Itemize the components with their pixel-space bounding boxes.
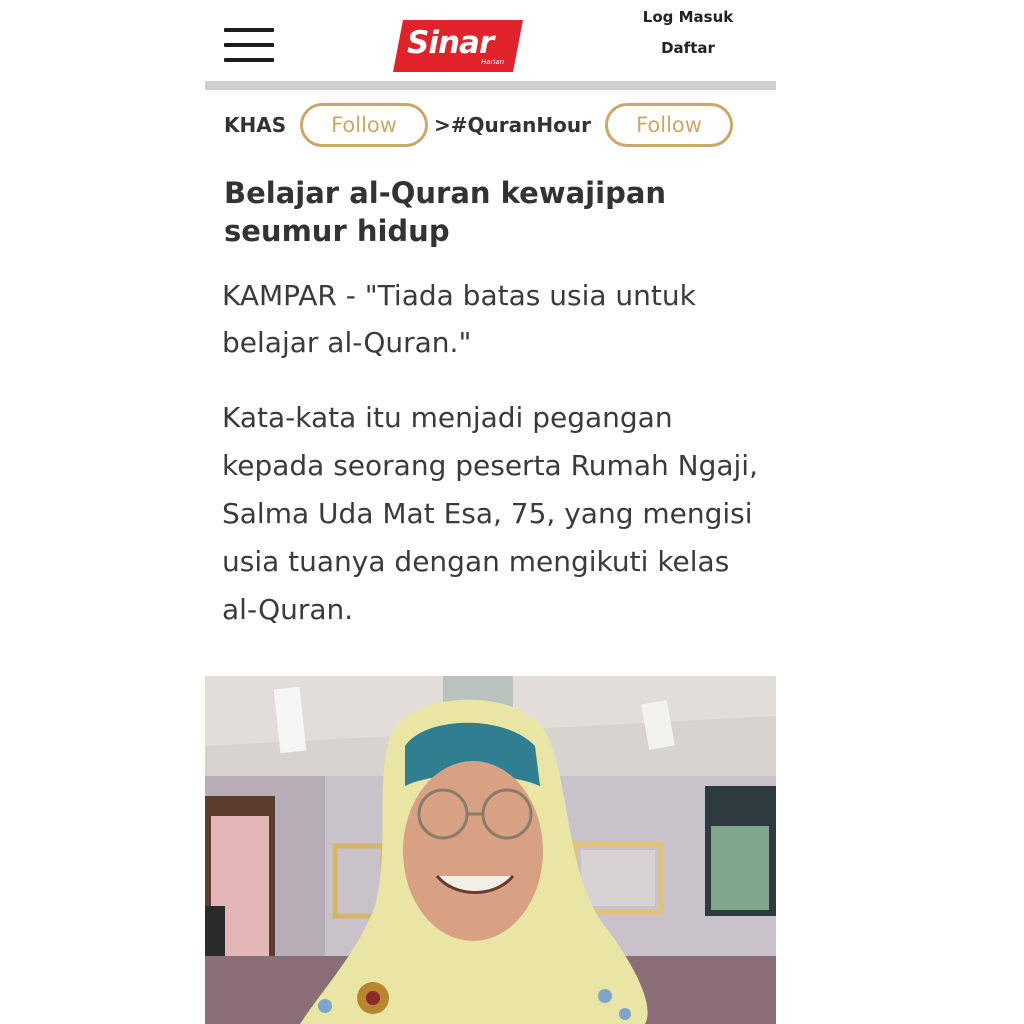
follow-khas-button[interactable]: Follow [300, 103, 428, 147]
auth-links [625, 6, 751, 59]
article-lede: KAMPAR - "Tiada batas usia untuk belajar al-Quran." [222, 279, 696, 359]
article-photo [205, 676, 776, 1024]
menu-bar-bottom [224, 58, 274, 62]
photo-illustration [205, 676, 776, 1024]
site-header [205, 0, 776, 82]
logo-wordmark: Sinar [407, 25, 494, 61]
tag-quranhour[interactable]: >#QuranHour [434, 113, 591, 137]
tag-khas[interactable]: KHAS [224, 113, 287, 137]
logo-subtitle: Harian [481, 58, 505, 66]
sinar-harian-logo[interactable] [393, 20, 523, 72]
hamburger-menu-icon[interactable] [224, 26, 274, 66]
article-paragraph: Kata-kata itu menjadi pegangan kepada seorang peserta Rumah Ngaji, Salma Uda Mat Esa, 75, yang mengisi usia tuanya dengan mengikuti kelas al-Quran. [222, 401, 758, 626]
menu-bar-top [224, 28, 274, 32]
menu-bar-middle [224, 43, 274, 47]
follow-quranhour-button[interactable]: Follow [605, 103, 733, 147]
tag-bar [205, 103, 776, 147]
register-link[interactable]: Daftar [661, 39, 715, 57]
article-column [205, 0, 776, 1024]
login-link[interactable]: Log Masuk [642, 8, 734, 26]
header-divider [205, 81, 776, 90]
article-headline: Belajar al-Quran kewajipan seumur hidup [224, 176, 667, 248]
